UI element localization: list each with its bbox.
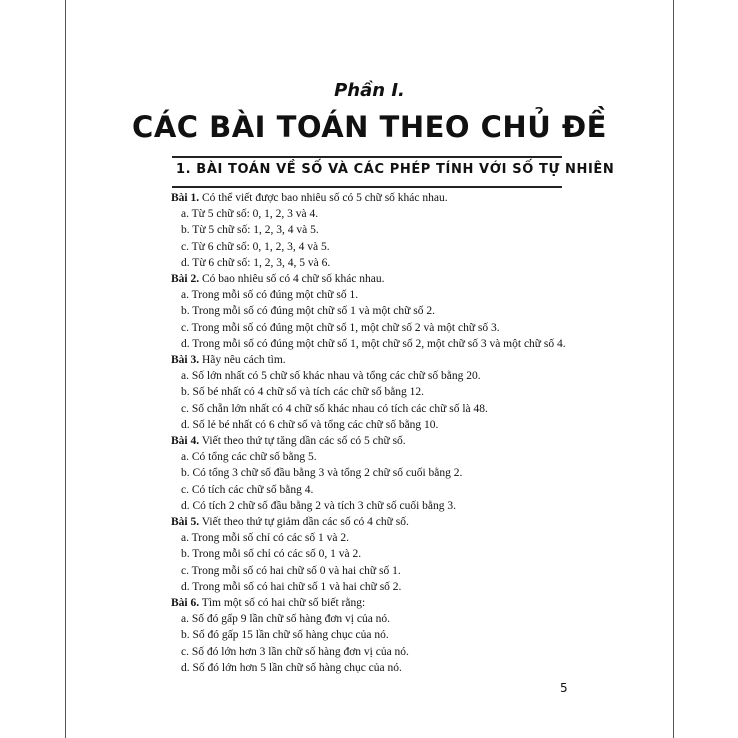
- problem-text: Viết theo thứ tự giảm dần các số có 4 chữ số.: [201, 516, 409, 529]
- problem-text: Có bao nhiêu số có 4 chữ số khác nhau.: [202, 273, 385, 286]
- problem-5: [171, 514, 631, 595]
- problem-item: c. Trong mỗi số có đúng một chữ số 1, một chữ số 2 và một chữ số 3.: [181, 321, 500, 334]
- problem-2: [171, 271, 631, 352]
- problem-text: Viết theo thứ tự tăng dần các số có 5 chữ số.: [201, 435, 406, 448]
- problem-item: b. Từ 5 chữ số: 1, 2, 3, 4 và 5.: [181, 224, 319, 237]
- part-label: Phần I.: [334, 80, 405, 101]
- problem-text: Hãy nêu cách tìm.: [202, 354, 286, 367]
- problem-item: a. Số đó gấp 9 lần chữ số hàng đơn vị của nó.: [181, 613, 391, 626]
- problem-number: Bài 6.: [171, 597, 200, 610]
- problem-item: b. Số bé nhất có 4 chữ số và tích các chữ số bằng 12.: [181, 386, 425, 399]
- problem-4: [171, 433, 631, 514]
- problem-text: Tìm một số có hai chữ số biết rằng:: [201, 597, 366, 610]
- problem-item: b. Trong mỗi số chỉ có các số 0, 1 và 2.: [181, 548, 362, 561]
- problem-text: Có thể viết được bao nhiêu số có 5 chữ số khác nhau.: [202, 192, 448, 204]
- problem-number: Bài 5.: [171, 516, 200, 529]
- problem-6: [171, 595, 631, 676]
- problem-item: d. Trong mỗi số có hai chữ số 1 và hai chữ số 2.: [181, 580, 402, 593]
- section-header: [172, 156, 615, 188]
- problem-item: a. Có tổng các chữ số bằng 5.: [181, 451, 317, 464]
- problem-item: a. Từ 5 chữ số: 0, 1, 2, 3 và 4.: [181, 208, 319, 221]
- problem-number: Bài 3.: [171, 354, 200, 367]
- problem-item: d. Từ 6 chữ số: 1, 2, 3, 4, 5 và 6.: [181, 256, 331, 269]
- problem-item: c. Trong mỗi số có hai chữ số 0 và hai chữ số 1.: [181, 564, 401, 577]
- problem-item: d. Số đó lớn hơn 5 lần chữ số hàng chục của nó.: [181, 661, 402, 674]
- chapter-title: CÁC BÀI TOÁN THEO CHỦ ĐỀ: [132, 110, 607, 144]
- page-number: 5: [560, 681, 568, 695]
- problem-item: c. Có tích các chữ số bằng 4.: [181, 483, 314, 496]
- problem-number: Bài 2.: [171, 273, 200, 286]
- book-page: [65, 0, 674, 738]
- problem-item: d. Số lẻ bé nhất có 6 chữ số và tổng các chữ số bằng 10.: [181, 418, 439, 431]
- problem-item: c. Số đó lớn hơn 3 lần chữ số hàng đơn vị của nó.: [181, 645, 409, 658]
- problem-number: Bài 1.: [171, 192, 200, 204]
- problem-3: [171, 352, 631, 433]
- problem-item: b. Có tổng 3 chữ số đầu bằng 3 và tổng 2 chữ số cuối bằng 2.: [181, 467, 463, 480]
- problem-item: c. Từ 6 chữ số: 0, 1, 2, 3, 4 và 5.: [181, 240, 330, 253]
- problem-item: a. Trong mỗi số có đúng một chữ số 1.: [181, 289, 359, 302]
- problem-item: d. Có tích 2 chữ số đầu bằng 2 và tích 3 chữ số cuối bằng 3.: [181, 499, 457, 512]
- problem-item: c. Số chẵn lớn nhất có 4 chữ số khác nhau có tích các chữ số là 48.: [181, 402, 488, 415]
- section-title: 1. BÀI TOÁN VỀ SỐ VÀ CÁC PHÉP TÍNH VỚI SỐ TỰ NHIÊN: [176, 162, 615, 177]
- problem-1: [171, 190, 631, 271]
- problem-item: b. Trong mỗi số có đúng một chữ số 1 và một chữ số 2.: [181, 305, 435, 318]
- problem-item: b. Số đó gấp 15 lần chữ số hàng chục của nó.: [181, 629, 389, 642]
- problem-list: [171, 190, 631, 676]
- problem-item: d. Trong mỗi số có đúng một chữ số 1, một chữ số 2, một chữ số 3 và một chữ số 4.: [181, 337, 566, 350]
- problem-item: a. Số lớn nhất có 5 chữ số khác nhau và tổng các chữ số bằng 20.: [181, 370, 481, 383]
- problem-number: Bài 4.: [171, 435, 200, 448]
- problem-item: a. Trong mỗi số chỉ có các số 1 và 2.: [181, 532, 350, 545]
